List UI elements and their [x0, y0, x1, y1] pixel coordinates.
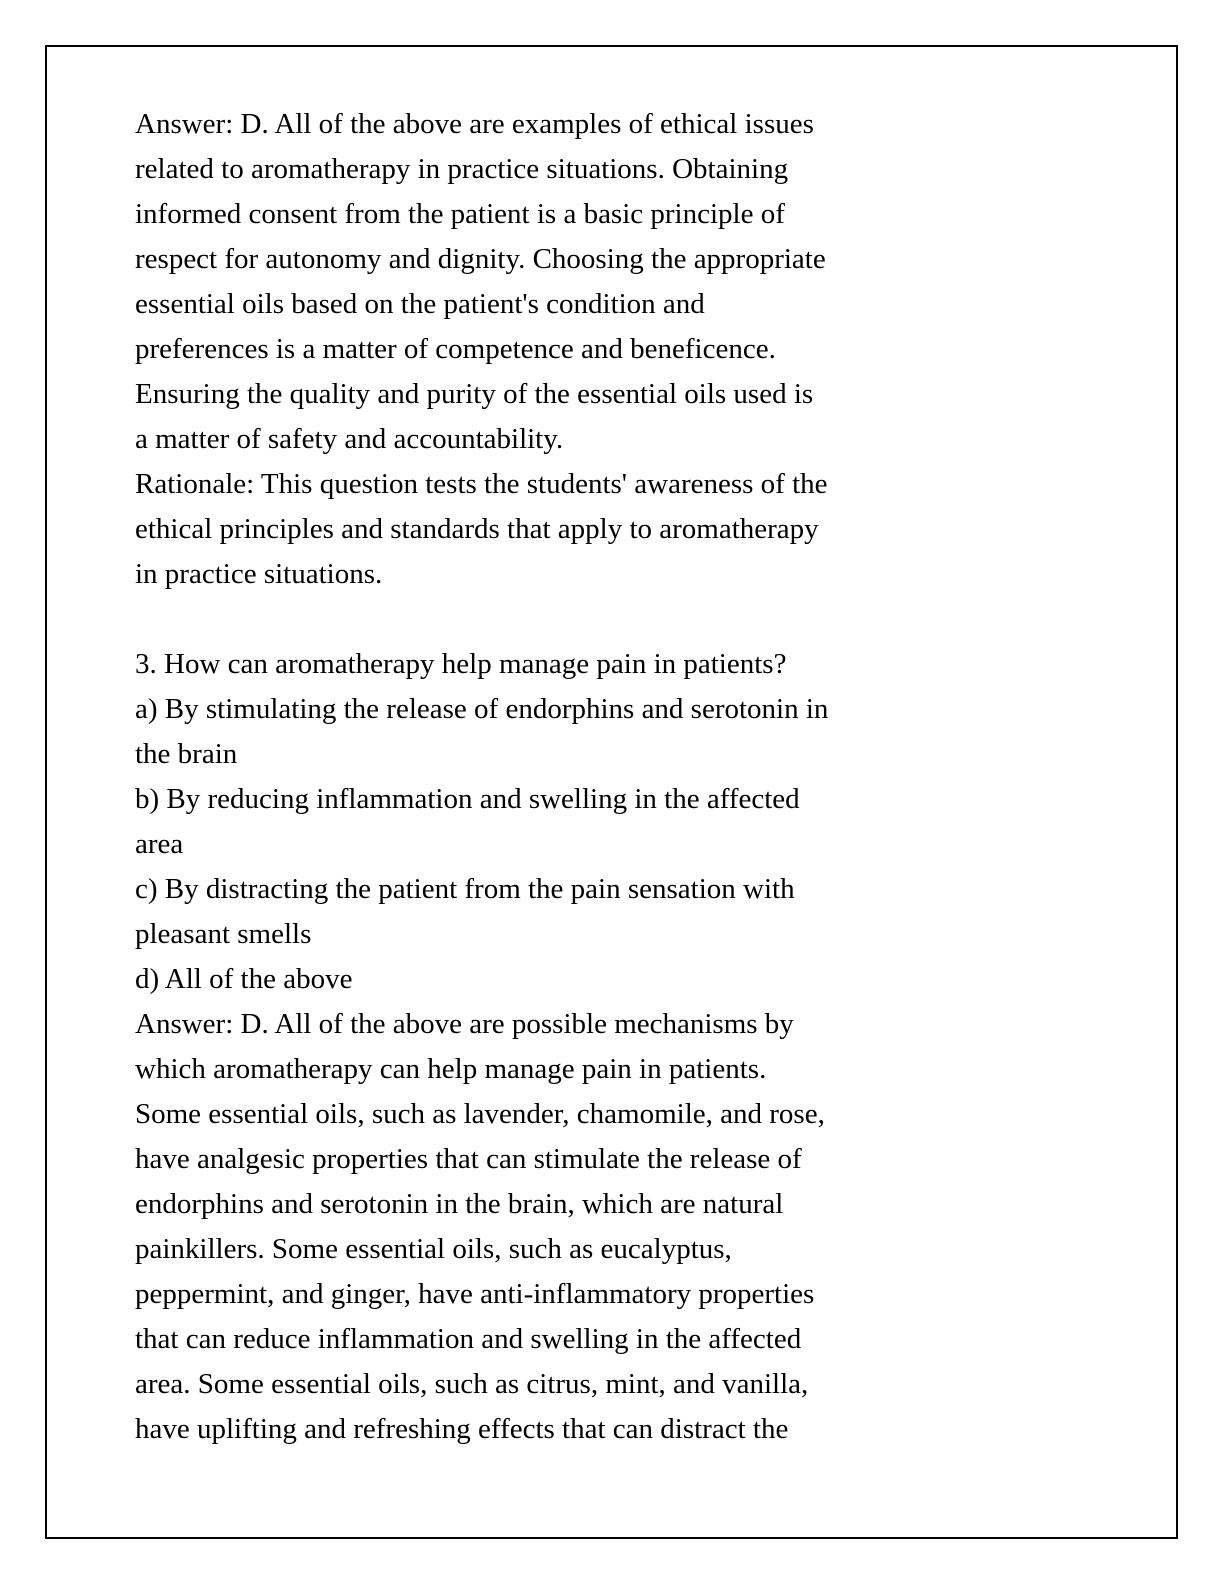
text-line: have analgesic properties that can stimulate the release of — [135, 1143, 802, 1175]
text-line: c) By distracting the patient from the pain sensation with — [135, 873, 795, 905]
text-line: Some essential oils, such as lavender, chamomile, and rose, — [135, 1098, 825, 1130]
text-line: painkillers. Some essential oils, such as eucalyptus, — [135, 1233, 732, 1265]
text-line: related to aromatherapy in practice situations. Obtaining — [135, 153, 789, 185]
blank-line — [135, 597, 1125, 642]
text-line: peppermint, and ginger, have anti-inflammatory properties — [135, 1278, 815, 1310]
document-text — [135, 102, 1125, 1452]
text-line: Answer: D. All of the above are examples of ethical issues — [135, 108, 814, 140]
text-line: area. Some essential oils, such as citrus, mint, and vanilla, — [135, 1368, 809, 1400]
text-line: the brain — [135, 738, 238, 770]
text-line: which aromatherapy can help manage pain in patients. — [135, 1053, 767, 1085]
text-line: 3. How can aromatherapy help manage pain in patients? — [135, 648, 787, 680]
text-line: area — [135, 828, 184, 860]
text-line: Ensuring the quality and purity of the essential oils used is — [135, 378, 814, 410]
text-line: preferences is a matter of competence and beneficence. — [135, 333, 776, 365]
text-line: have uplifting and refreshing effects that can distract the — [135, 1413, 789, 1445]
text-line: ethical principles and standards that apply to aromatherapy — [135, 513, 819, 545]
text-line: in practice situations. — [135, 558, 383, 590]
text-line: Answer: D. All of the above are possible mechanisms by — [135, 1008, 794, 1040]
text-line: b) By reducing inflammation and swelling in the affected — [135, 783, 800, 815]
text-line: a matter of safety and accountability. — [135, 423, 564, 455]
text-line: d) All of the above — [135, 963, 353, 995]
text-line: informed consent from the patient is a basic principle of — [135, 198, 785, 230]
text-line: essential oils based on the patient's condition and — [135, 288, 705, 320]
text-line: pleasant smells — [135, 918, 312, 950]
text-line: that can reduce inflammation and swelling in the affected — [135, 1323, 802, 1355]
page-border — [45, 45, 1178, 1539]
text-line: a) By stimulating the release of endorphins and serotonin in — [135, 693, 829, 725]
text-line: Rationale: This question tests the students' awareness of the — [135, 468, 828, 500]
text-line: endorphins and serotonin in the brain, which are natural — [135, 1188, 784, 1220]
text-line: respect for autonomy and dignity. Choosing the appropriate — [135, 243, 826, 275]
